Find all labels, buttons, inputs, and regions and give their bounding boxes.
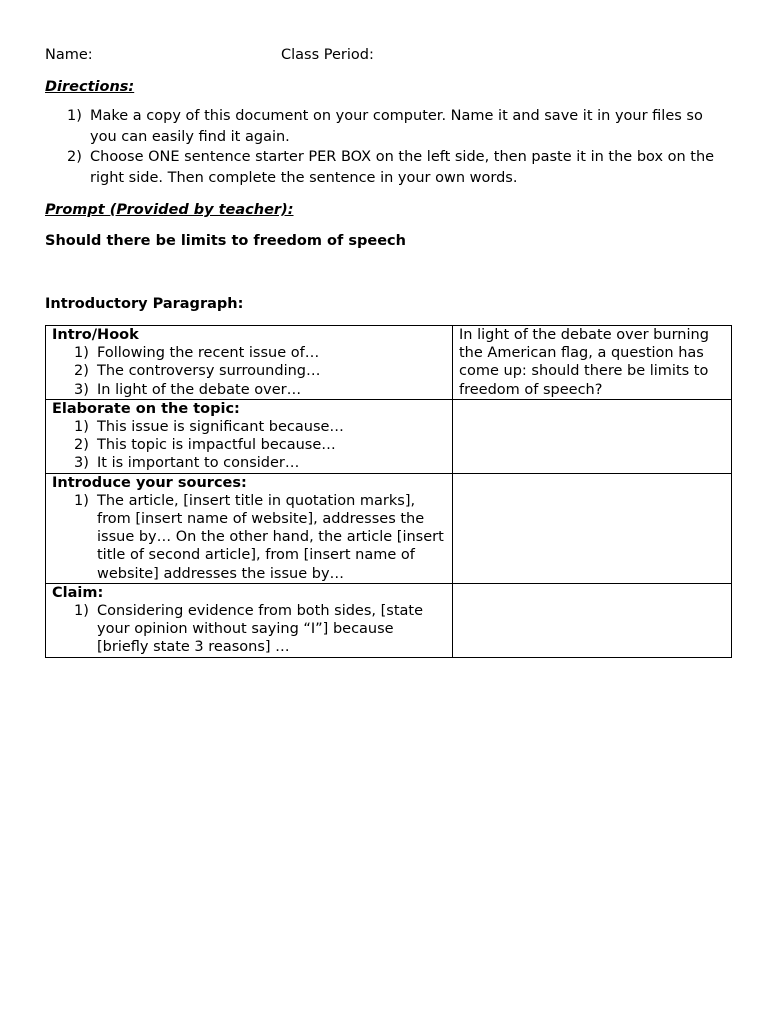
list-number: 3) [74,455,89,472]
list-item [52,418,446,436]
starter-cell [46,399,453,473]
name-label: Name: [45,47,93,63]
direction-text: Choose ONE sentence starter PER BOX on the left side, then paste it in the box on the right side. Then complete the sentence in your own words. [90,149,715,186]
row-title: Elaborate on the topic: [52,400,240,417]
list-item [52,344,446,362]
list-number: 1) [67,108,82,124]
table-row [46,326,732,400]
list-number: 1) [74,492,89,509]
starter-list [52,418,446,473]
list-number: 1) [74,345,89,362]
row-title: Intro/Hook [52,327,139,343]
starter-text: This issue is significant because… [97,419,344,436]
class-period-label: Class Period: [281,47,374,63]
row-title: Claim: [52,584,104,601]
starter-cell [46,326,453,400]
response-cell[interactable] [453,583,732,657]
starter-text: The article, [insert title in quotation marks], from [insert name of website], addresses the issue by… On the other hand, the article [insert title of second article], from [insert name of website] addresses the issue by… [97,492,444,582]
list-item [45,106,731,147]
response-cell[interactable]: In light of the debate over burning the American flag, a question has come up: should there be limits to freedom of speech? [453,326,732,400]
direction-text: Make a copy of this document on your computer. Name it and save it in your files so you can easily find it again. [90,108,703,145]
directions-list [45,106,731,188]
list-number: 2) [74,437,89,454]
header-row [45,44,731,66]
starter-text: It is important to consider… [97,455,300,472]
list-item [52,436,446,454]
list-number: 1) [74,419,89,436]
prompt-question: Should there be limits to freedom of speech [45,233,406,249]
list-number: 2) [74,363,89,380]
table-row [46,583,732,657]
prompt-heading: Prompt (Provided by teacher): [45,202,294,218]
starter-text: This topic is impactful because… [97,437,336,454]
list-number: 3) [74,381,89,398]
list-item [52,454,446,472]
list-item [45,147,731,188]
list-item [52,362,446,380]
document-page [45,44,731,658]
starter-cell [46,473,453,583]
starter-list [52,344,446,399]
starter-text: Following the recent issue of… [97,345,320,362]
list-number: 1) [74,603,89,620]
table-row [46,473,732,583]
starter-list [52,492,446,583]
directions-heading: Directions: [45,79,135,95]
starter-text: Considering evidence from both sides, [state your opinion without saying “I”] because [briefly state 3 reasons] … [97,603,424,656]
list-number: 2) [67,149,82,165]
starter-text: The controversy surrounding… [97,363,321,380]
starter-cell [46,583,453,657]
list-item [52,602,446,657]
table-row [46,399,732,473]
response-cell[interactable] [453,473,732,583]
row-title: Introduce your sources: [52,474,247,491]
sentence-starter-table [45,325,732,658]
starter-text: In light of the debate over… [97,381,302,398]
list-item [52,381,446,399]
starter-list [52,602,446,657]
response-cell[interactable] [453,399,732,473]
intro-paragraph-heading: Introductory Paragraph: [45,296,244,312]
list-item [52,492,446,583]
